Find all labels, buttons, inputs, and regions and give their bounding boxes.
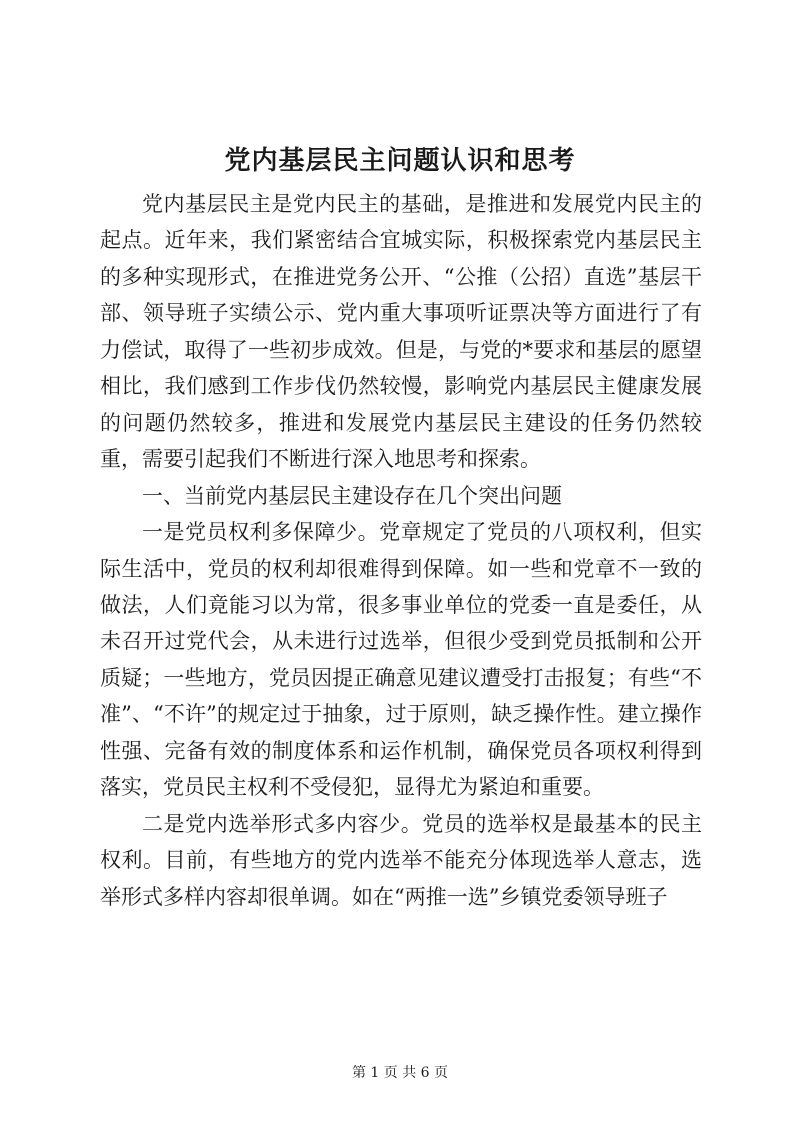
problem-two-paragraph: 二是党内选举形式多内容少。党员的选举权是最基本的民主权利。目前，有些地方的党内选举不能充分体现选举人意志，选举形式多样内容却很单调。如在“两推一选”乡镇党委领导班子 bbox=[100, 811, 702, 909]
section-heading: 一、当前党内基层民主建设存在几个突出问题 bbox=[142, 483, 562, 508]
problem-one-paragraph: 一是党员权利多保障少。党章规定了党员的八项权利，但实际生活中，党员的权利却很难得到保障。如一些和党章不一致的做法，人们竟能习以为常，很多事业单位的党委一直是委任，从未召开过党代会，从未进行过选举，但很少受到党员抵制和公开质疑；一些地方，党员因提正确意见建议遭受打击报复；有些“不准”、“不许”的规定过于抽象，过于原则，缺乏操作性。建立操作性强、完备有效的制度体系和运作机制，确保党员各项权利得到落实，党员民主权利不受侵犯，显得尤为紧迫和重要。 bbox=[100, 520, 702, 800]
intro-paragraph: 党内基层民主是党内民主的基础，是推进和发展党内民主的起点。近年来，我们紧密结合宜城实际，积极探索党内基层民主的多种实现形式，在推进党务公开、“公推（公招）直选”基层干部、领导班子实绩公示、党内重大事项听证票决等方面进行了有力偿试，取得了一些初步成效。但是，与党的*要求和基层的愿望相比，我们感到工作步伐仍然较慢，影响党内基层民主健康发展的问题仍然较多，推进和发展党内基层民主建设的任务仍然较重，需要引起我们不断进行深入地思考和探索。 bbox=[100, 192, 702, 472]
page-footer: 第 1 页 共 6 页 bbox=[351, 1065, 449, 1081]
document-title: 党内基层民主问题认识和思考 bbox=[224, 146, 576, 176]
document-body bbox=[100, 186, 702, 915]
